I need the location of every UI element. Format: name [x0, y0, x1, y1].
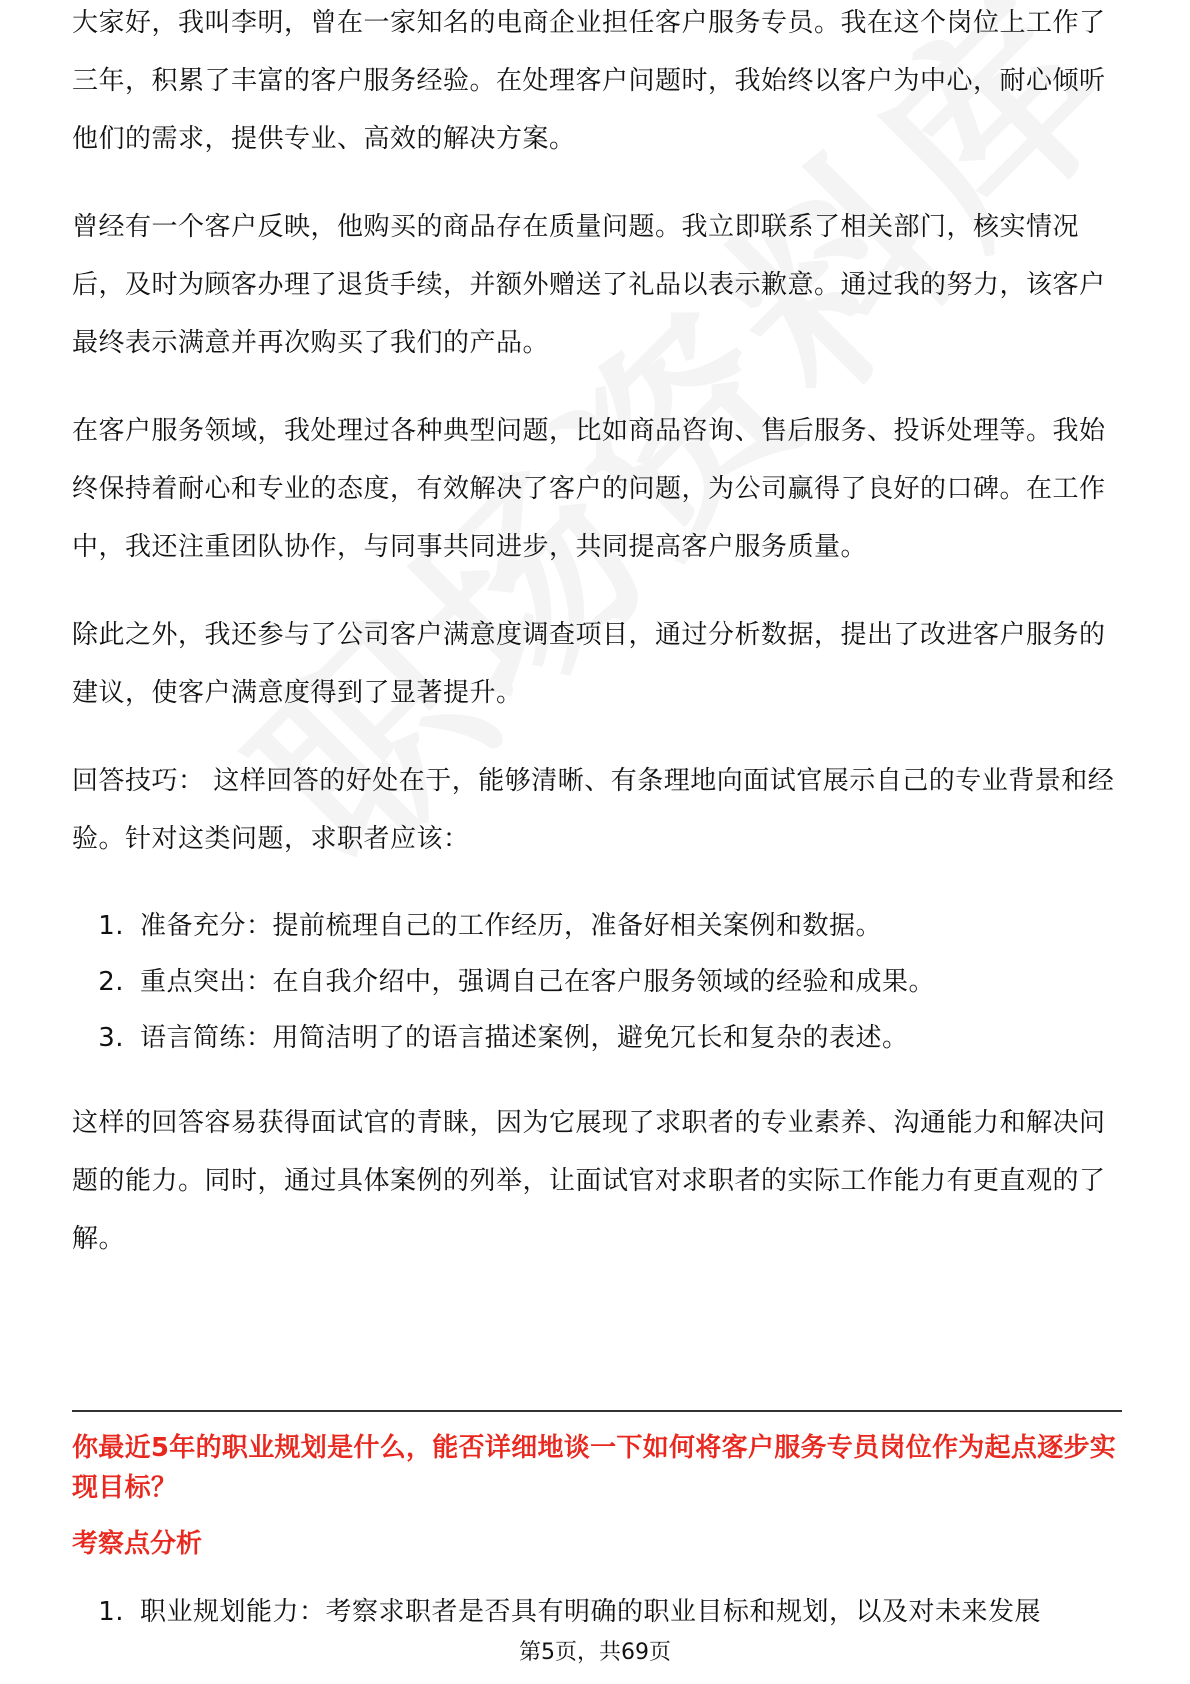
question-title: 你最近5年的职业规划是什么，能否详细地谈一下如何将客户服务专员岗位作为起点逐步实现目标？ — [72, 1433, 1117, 1503]
list-item-text: 重点突出：在自我介绍中，强调自己在客户服务领域的经验和成果。 — [140, 967, 936, 997]
list-item — [72, 1592, 1122, 1632]
list-item-number: 1. — [98, 911, 124, 941]
list-item-text: 语言简练：用简洁明了的语言描述案例，避免冗长和复杂的表述。 — [140, 1023, 909, 1053]
section-divider — [72, 1410, 1122, 1412]
answer-body — [72, 8, 1122, 1298]
list-item-number: 3. — [98, 1023, 124, 1053]
tips-list — [72, 898, 1122, 1066]
list-item-number: 2. — [98, 967, 124, 997]
tips-intro-paragraph: 回答技巧： 这样回答的好处在于，能够清晰、有条理地向面试官展示自己的专业背景和经验。针对这类问题，求职者应该： — [72, 766, 1115, 854]
analysis-list — [72, 1592, 1122, 1632]
experience-paragraph: 在客户服务领域，我处理过各种典型问题，比如商品咨询、售后服务、投诉处理等。我始终保持着耐心和专业的态度，有效解决了客户的问题，为公司赢得了良好的口碑。在工作中，我还注重团队协作，与同事共同进步，共同提高客户服务质量。 — [72, 416, 1106, 562]
intro-paragraph: 大家好，我叫李明，曾在一家知名的电商企业担任客户服务专员。我在这个岗位上工作了三年，积累了丰富的客户服务经验。在处理客户问题时，我始终以客户为中心，耐心倾听他们的需求，提供专业、高效的解决方案。 — [72, 8, 1106, 154]
closing-paragraph: 这样的回答容易获得面试官的青睐，因为它展现了求职者的专业素养、沟通能力和解决问题的能力。同时，通过具体案例的列举，让面试官对求职者的实际工作能力有更直观的了解。 — [72, 1108, 1106, 1254]
list-item — [72, 954, 1122, 1010]
example-paragraph: 曾经有一个客户反映，他购买的商品存在质量问题。我立即联系了相关部门，核实情况后，及时为顾客办理了退货手续，并额外赠送了礼品以表示歉意。通过我的努力，该客户最终表示满意并再次购买了我们的产品。 — [72, 212, 1106, 358]
list-item-text: 准备充分：提前梳理自己的工作经历，准备好相关案例和数据。 — [140, 911, 883, 941]
page-number: 第5页，共69页 — [519, 1640, 671, 1665]
survey-paragraph: 除此之外，我还参与了公司客户满意度调查项目，通过分析数据，提出了改进客户服务的建议，使客户满意度得到了显著提升。 — [72, 620, 1106, 708]
list-item-text: 职业规划能力：考察求职者是否具有明确的职业目标和规划，以及对未来发展 — [140, 1597, 1042, 1627]
list-item — [72, 1010, 1122, 1066]
list-item — [72, 898, 1122, 954]
analysis-heading: 考察点分析 — [72, 1529, 203, 1559]
list-item-number: 1. — [98, 1597, 124, 1627]
